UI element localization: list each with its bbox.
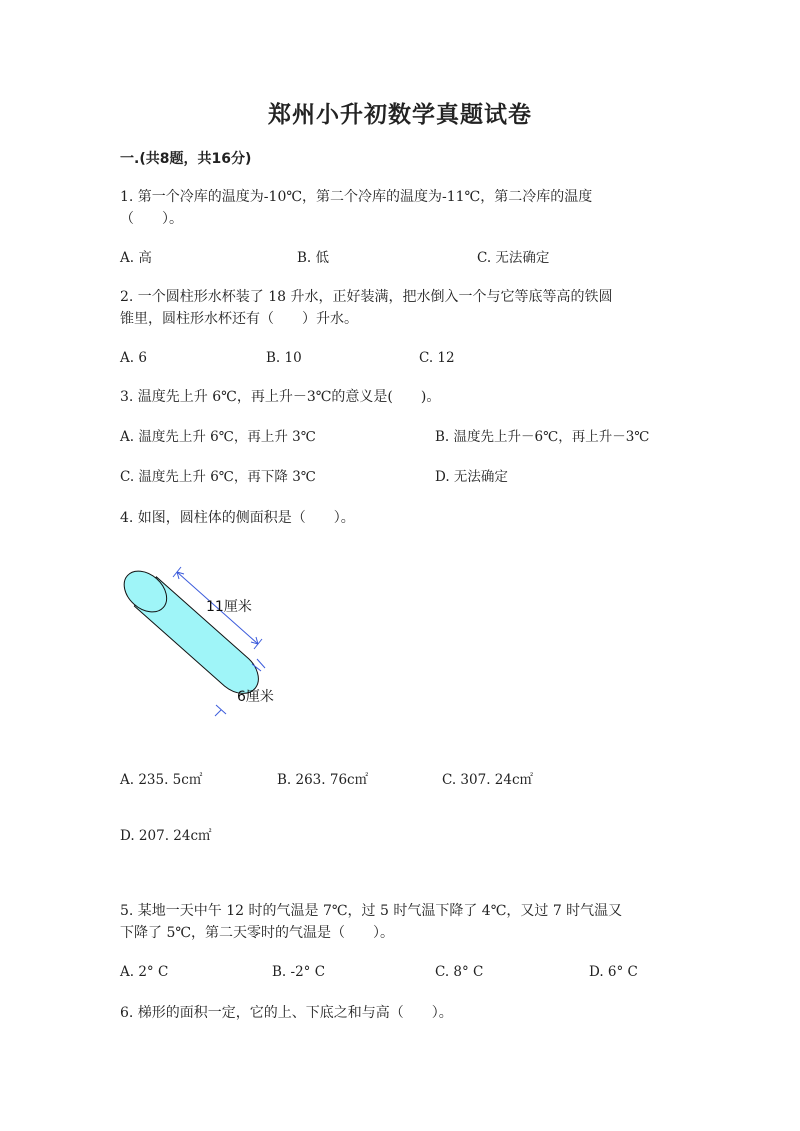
q4-option-a[interactable]: A. 235. 5c㎡ bbox=[120, 772, 203, 788]
q3-option-a[interactable]: A. 温度先上升 6℃，再上升 3℃ bbox=[120, 429, 316, 445]
q2-option-b[interactable]: B. 10 bbox=[266, 350, 302, 366]
question-3-stem: 3. 温度先上升 6℃，再上升－3℃的意义是( )。 bbox=[120, 389, 441, 405]
q5-option-c[interactable]: C. 8° C bbox=[435, 964, 484, 980]
q5-option-a[interactable]: A. 2° C bbox=[120, 964, 169, 980]
question-1-stem: 1. 第一个冷库的温度为-10℃，第二个冷库的温度为-11℃，第二冷库的温度 bbox=[120, 189, 593, 205]
q4-option-d[interactable]: D. 207. 24c㎡ bbox=[120, 828, 212, 844]
q5-option-d[interactable]: D. 6° C bbox=[589, 964, 638, 980]
question-5 bbox=[120, 900, 680, 944]
question-4 bbox=[120, 507, 680, 529]
cylinder-figure bbox=[120, 560, 300, 730]
q3-option-d[interactable]: D. 无法确定 bbox=[435, 469, 508, 485]
q2-option-c[interactable]: C. 12 bbox=[419, 350, 455, 366]
section-heading: 一.(共8题，共16分) bbox=[120, 151, 252, 167]
diameter-label: 6厘米 bbox=[237, 689, 274, 705]
q4-option-b[interactable]: B. 263. 76c㎡ bbox=[277, 772, 369, 788]
question-5-stem-cont: 下降了 5℃，第二天零时的气温是（ ）。 bbox=[120, 925, 395, 941]
q1-option-b[interactable]: B. 低 bbox=[297, 250, 330, 266]
question-6 bbox=[120, 1002, 680, 1024]
q1-option-c[interactable]: C. 无法确定 bbox=[477, 250, 550, 266]
question-4-stem: 4. 如图，圆柱体的侧面积是（ ）。 bbox=[120, 510, 355, 526]
q5-option-b[interactable]: B. -2° C bbox=[272, 964, 326, 980]
question-5-stem: 5. 某地一天中午 12 时的气温是 7℃，过 5 时气温下降了 4℃，又过 7 时气温又 bbox=[120, 903, 623, 919]
question-1-stem-cont: （ ）。 bbox=[120, 211, 183, 227]
q2-option-a[interactable]: A. 6 bbox=[120, 350, 147, 366]
question-2 bbox=[120, 286, 680, 330]
page-title: 郑州小升初数学真题试卷 bbox=[268, 102, 532, 128]
question-3 bbox=[120, 386, 680, 408]
question-6-stem: 6. 梯形的面积一定，它的上、下底之和与高（ ）。 bbox=[120, 1005, 453, 1021]
question-1 bbox=[120, 186, 680, 230]
question-2-stem-cont: 锥里，圆柱形水杯还有（ ）升水。 bbox=[120, 311, 358, 327]
q4-option-c[interactable]: C. 307. 24c㎡ bbox=[442, 772, 534, 788]
q3-option-b[interactable]: B. 温度先上升－6℃，再上升－3℃ bbox=[435, 429, 650, 445]
length-label: 11厘米 bbox=[206, 599, 252, 615]
q1-option-a[interactable]: A. 高 bbox=[120, 250, 152, 266]
q3-option-c[interactable]: C. 温度先上升 6℃，再下降 3℃ bbox=[120, 469, 316, 485]
question-2-stem: 2. 一个圆柱形水杯装了 18 升水，正好装满，把水倒入一个与它等底等高的铁圆 bbox=[120, 289, 613, 305]
